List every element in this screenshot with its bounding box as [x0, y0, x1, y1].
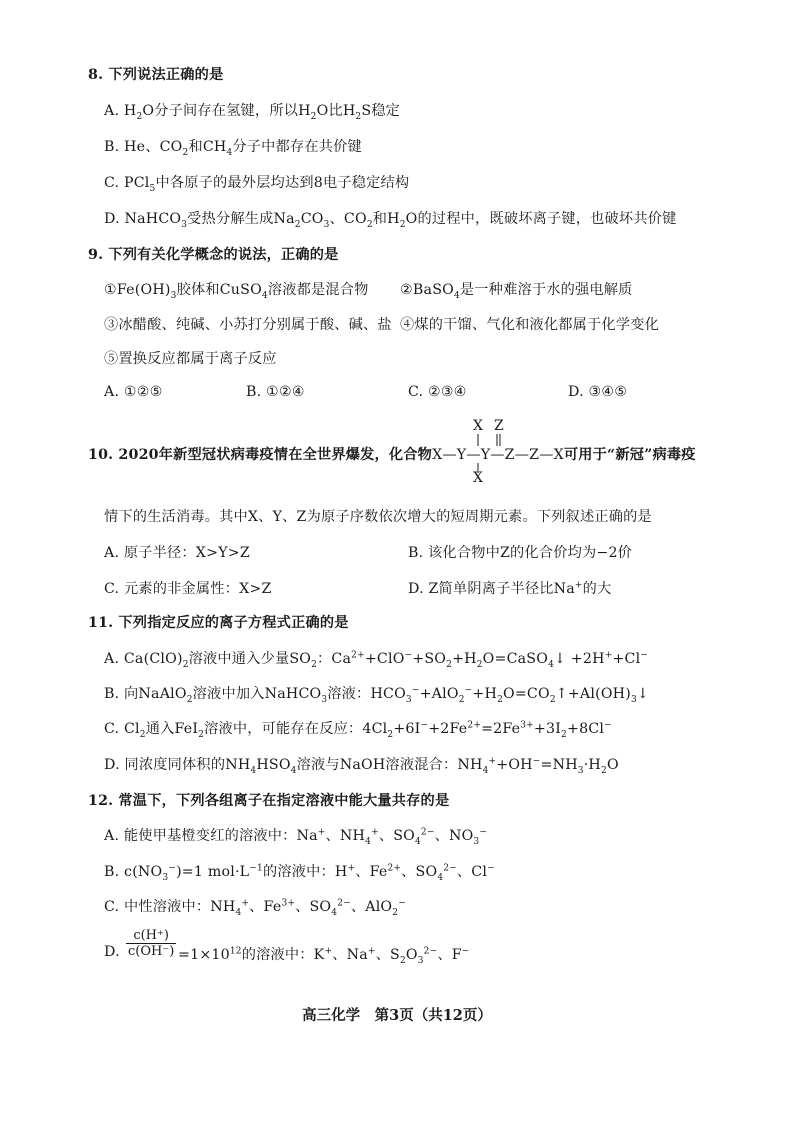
q9-statement-5: ⑤置换反应都属于离子反应	[104, 351, 277, 367]
q10-option-c: C. 元素的非金属性：X>Z	[104, 581, 272, 597]
q12-option-c: C. 中性溶液中：$NH_4^+$、$Fe^{3+}$、$SO_4^{2-}$、AlO$_2$−	[104, 898, 406, 918]
q9-option-b: B. ①②④	[246, 384, 305, 400]
q8-option-b: B. He、$CO_2$和$CH_4$分子中都存在共价键	[104, 139, 362, 158]
q9-statement-4: ④煤的干馏、气化和液化都属于化学变化	[400, 317, 659, 333]
q12-option-d-prefix: D.	[104, 944, 120, 960]
q9-option-a: A. ①②⑤	[104, 384, 163, 400]
q9-option-c: C. ②③④	[408, 384, 467, 400]
q8-option-c: C. PCl$_5$中各原子的最外层均达到8电子稳定结构	[104, 175, 410, 194]
q10-structure-main: X—Y—Y—Z—Z—X	[432, 447, 564, 463]
fraction-denominator: c(OH⁻)	[128, 944, 175, 959]
q11-title: 11. 下列指定反应的离子方程式正确的是	[88, 615, 349, 631]
q10-option-d: D. Z简单阴离子半径比Na+的大	[408, 580, 612, 597]
q10-struct-top-z: Z	[494, 418, 504, 434]
q12-option-a: A. 能使甲基橙变红的溶液中：Na+、$NH_4^+$、$SO_4^{2-}$、$NO_3^-$	[104, 827, 488, 847]
q12-option-d-fraction	[126, 928, 176, 959]
q11-option-c: C. $Cl_2$通入FeI$_2$溶液中，可能存在反应：$4Cl_2+6I^-+2Fe^{2+}=2Fe^{3+}+3I_2+8Cl^-$	[104, 720, 612, 740]
q8-option-a: A. $H_2O$分子间存在氢键，所以$H_2O$比$H_2S$稳定	[104, 103, 401, 122]
q10-struct-top-x: X	[473, 418, 483, 434]
q9-statement-3: ③冰醋酸、纯碱、小苏打分别属于酸、碱、盐	[104, 317, 392, 333]
q10-struct-bottom-x: X	[473, 470, 483, 486]
q9-statement-2: ②BaSO$_4$是一种难溶于水的强电解质	[400, 282, 633, 301]
q12-option-b: B. $c(NO_3^-)=1$ $mol\cdot L^{-1}$的溶液中：H+、$Fe^{2+}$、$SO_4^{2-}$、Cl−	[104, 863, 495, 883]
q9-option-d: D. ③④⑤	[568, 384, 628, 400]
q12-option-d-rest: $=1\times 10^{12}$的溶液中：K+、Na+、$S_2O_3^{2-}$、F−	[178, 946, 470, 966]
q9-title: 9. 下列有关化学概念的说法，正确的是	[88, 247, 339, 263]
q8-title: 8. 下列说法正确的是	[88, 67, 224, 83]
q12-title: 12. 常温下，下列各组离子在指定溶液中能大量共存的是	[88, 793, 450, 809]
q9-statement-1: $①Fe(OH)_3$胶体和CuSO$_4$溶液都是混合物	[104, 282, 369, 301]
q10-option-a: A. 原子半径：X>Y>Z	[104, 545, 250, 561]
q10-stem-line2: 情下的生活消毒。其中X、Y、Z为原子序数依次增大的短周期元素。下列叙述正确的是	[104, 509, 652, 525]
q11-option-a: A. $Ca(ClO)_2$溶液中通入少量$SO_2$：$Ca^{2+}+ClO^-+SO_2+H_2O=CaSO_4↓ +2H^++Cl^-$	[104, 650, 649, 670]
q11-option-b: B. 向NaAlO$_2$溶液中加入NaHCO$_3$溶液：$HCO_3^-+AlO_2^-+H_2O=CO_2↑+Al(OH)_3↓$	[104, 685, 650, 705]
q11-option-d: D. 同浓度同体积的$NH_4HSO_4$溶液与NaOH溶液混合：$NH_4^++OH^-=NH_3\cdot H_2O$	[104, 756, 619, 776]
page-footer: 高三化学 第3页（共12页）	[302, 1007, 492, 1024]
q8-option-d: D. NaHCO$_3$受热分解生成$Na_2CO_3$、$CO_2$和$H_2O$的过程中，既破坏离子键，也破坏共价键	[104, 211, 677, 230]
q10-option-b: B. 该化合物中Z的化合价均为−2价	[408, 545, 633, 561]
q10-stem-line1: 10. 2020年新型冠状病毒疫情在全世界爆发，化合物X—Y—Y—Z—Z—X可用于“新冠”病毒疫	[88, 447, 696, 463]
fraction-numerator: c(H⁺)	[126, 928, 176, 944]
